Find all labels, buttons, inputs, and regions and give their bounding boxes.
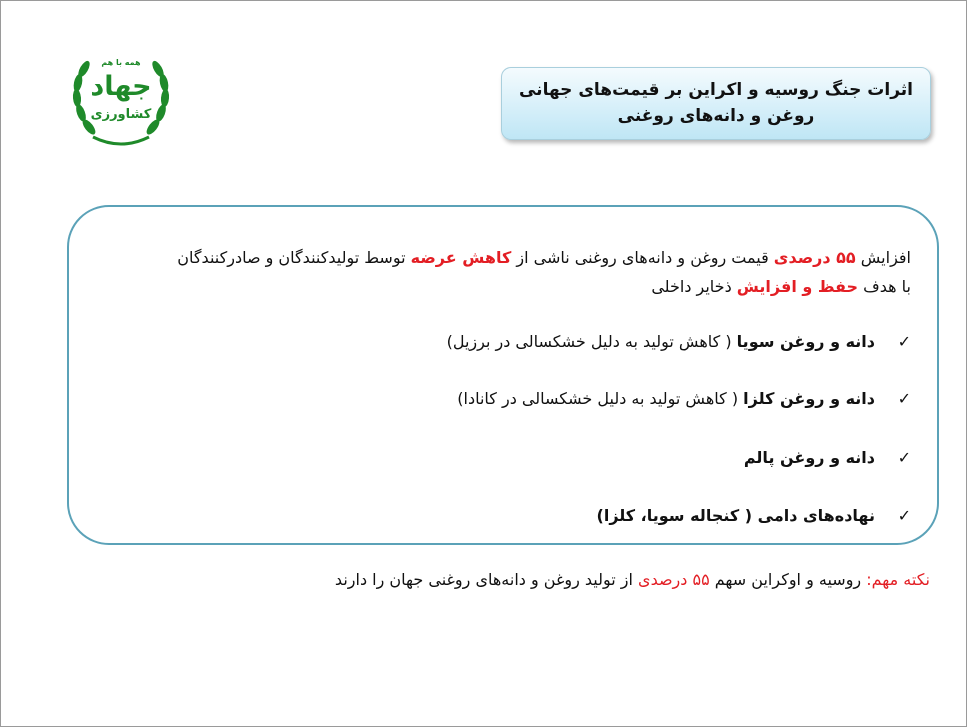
note-text: روسیه و اوکراین سهم bbox=[709, 570, 867, 589]
bullet-item bbox=[457, 389, 911, 408]
bullet-bold: دانه و روغن کلزا bbox=[743, 389, 875, 408]
note-text: از تولید روغن و دانه‌های روغنی جهان را دارند bbox=[334, 570, 639, 589]
checkmark-icon: ✓ bbox=[897, 506, 911, 525]
intro-text: افزایش bbox=[855, 248, 911, 267]
title-line-1: اثرات جنگ روسیه و اکراین بر قیمت‌های جهانی bbox=[518, 80, 914, 100]
highlight-supply: کاهش عرضه bbox=[410, 248, 512, 267]
checkmark-icon: ✓ bbox=[897, 332, 911, 351]
title-line-2: روغن و دانه‌های روغنی bbox=[617, 106, 815, 126]
bullet-bold: دانه و روغن پالم bbox=[743, 448, 875, 467]
bullet-detail: ( کاهش تولید به دلیل خشکسالی در برزیل) bbox=[446, 332, 737, 351]
note-label: نکته مهم: bbox=[866, 570, 930, 589]
bullet-detail: ( کاهش تولید به دلیل خشکسالی در کانادا) bbox=[457, 389, 744, 408]
intro-text: ذخایر داخلی bbox=[651, 277, 737, 296]
bullet-item bbox=[447, 332, 911, 351]
bullet-item bbox=[744, 448, 911, 467]
highlight-percent: ۵۵ درصدی bbox=[773, 248, 856, 267]
bullet-bold: دانه و روغن سویا bbox=[736, 332, 875, 351]
highlight-preserve: حفظ و افزایش bbox=[736, 277, 859, 296]
intro-line-2 bbox=[91, 272, 911, 301]
intro-text: قیمت روغن و دانه‌های روغنی ناشی از bbox=[511, 248, 774, 267]
intro-paragraph bbox=[91, 243, 911, 301]
logo-top-text: همه با هم bbox=[101, 58, 141, 67]
intro-text: با هدف bbox=[858, 277, 911, 296]
note-highlight: ۵۵ درصدی bbox=[638, 570, 710, 589]
intro-line-1 bbox=[91, 243, 911, 272]
logo-main-text: جهاد bbox=[90, 71, 152, 102]
intro-text: توسط تولیدکنندگان و صادرکنندگان bbox=[177, 248, 411, 267]
checkmark-icon: ✓ bbox=[897, 389, 911, 408]
checkmark-icon: ✓ bbox=[897, 448, 911, 467]
bullet-item bbox=[597, 506, 911, 525]
logo-sub-text: کشاورزی bbox=[90, 107, 152, 122]
logo bbox=[67, 43, 175, 151]
title-box bbox=[501, 67, 931, 140]
bullet-bold: نهاده‌های دامی ( کنجاله سویا، کلزا) bbox=[596, 506, 875, 525]
content-box bbox=[67, 205, 939, 545]
important-note bbox=[335, 570, 930, 589]
